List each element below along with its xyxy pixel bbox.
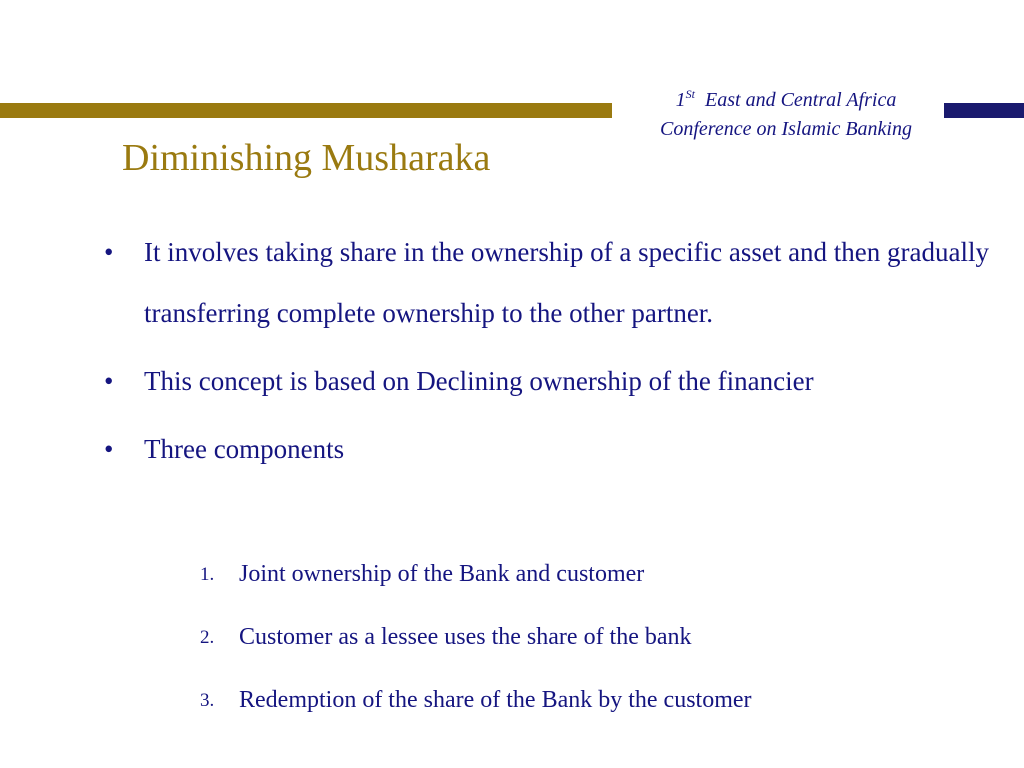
conference-region: East and Central Africa xyxy=(705,89,897,111)
conference-line-1 xyxy=(618,86,954,115)
component-text: Customer as a lessee uses the share of the bank xyxy=(239,624,692,650)
bullet-marker: • xyxy=(104,237,114,267)
bullet-item xyxy=(0,419,994,480)
bullet-text: It involves taking share in the ownership of a specific asset and then gradually transferring complete ownership to the other partner. xyxy=(144,237,990,328)
bullet-item xyxy=(0,351,1014,412)
component-number: 3. xyxy=(200,690,215,711)
component-number: 1. xyxy=(200,564,215,585)
bullet-item xyxy=(0,222,994,344)
header-gold-bar xyxy=(0,103,612,118)
bullet-text: Three components xyxy=(144,434,345,464)
bullet-list xyxy=(0,222,1014,487)
bullet-marker: • xyxy=(104,434,114,464)
slide-title: Diminishing Musharaka xyxy=(122,137,491,179)
component-item xyxy=(0,616,752,679)
conference-header xyxy=(618,86,954,144)
conference-line-2: Conference on Islamic Banking xyxy=(660,118,912,140)
component-item xyxy=(0,553,752,616)
component-item xyxy=(0,679,752,742)
component-number: 2. xyxy=(200,627,215,648)
components-list xyxy=(0,553,752,742)
component-text: Joint ownership of the Bank and customer xyxy=(239,561,645,587)
bullet-text: This concept is based on Declining ownership of the financier xyxy=(144,366,814,396)
conference-number: 1 xyxy=(675,89,686,111)
conference-ordinal-suffix: St xyxy=(685,87,696,101)
component-text: Redemption of the share of the Bank by the customer xyxy=(239,687,752,713)
header-navy-bar xyxy=(944,103,1024,118)
bullet-marker: • xyxy=(104,366,114,396)
